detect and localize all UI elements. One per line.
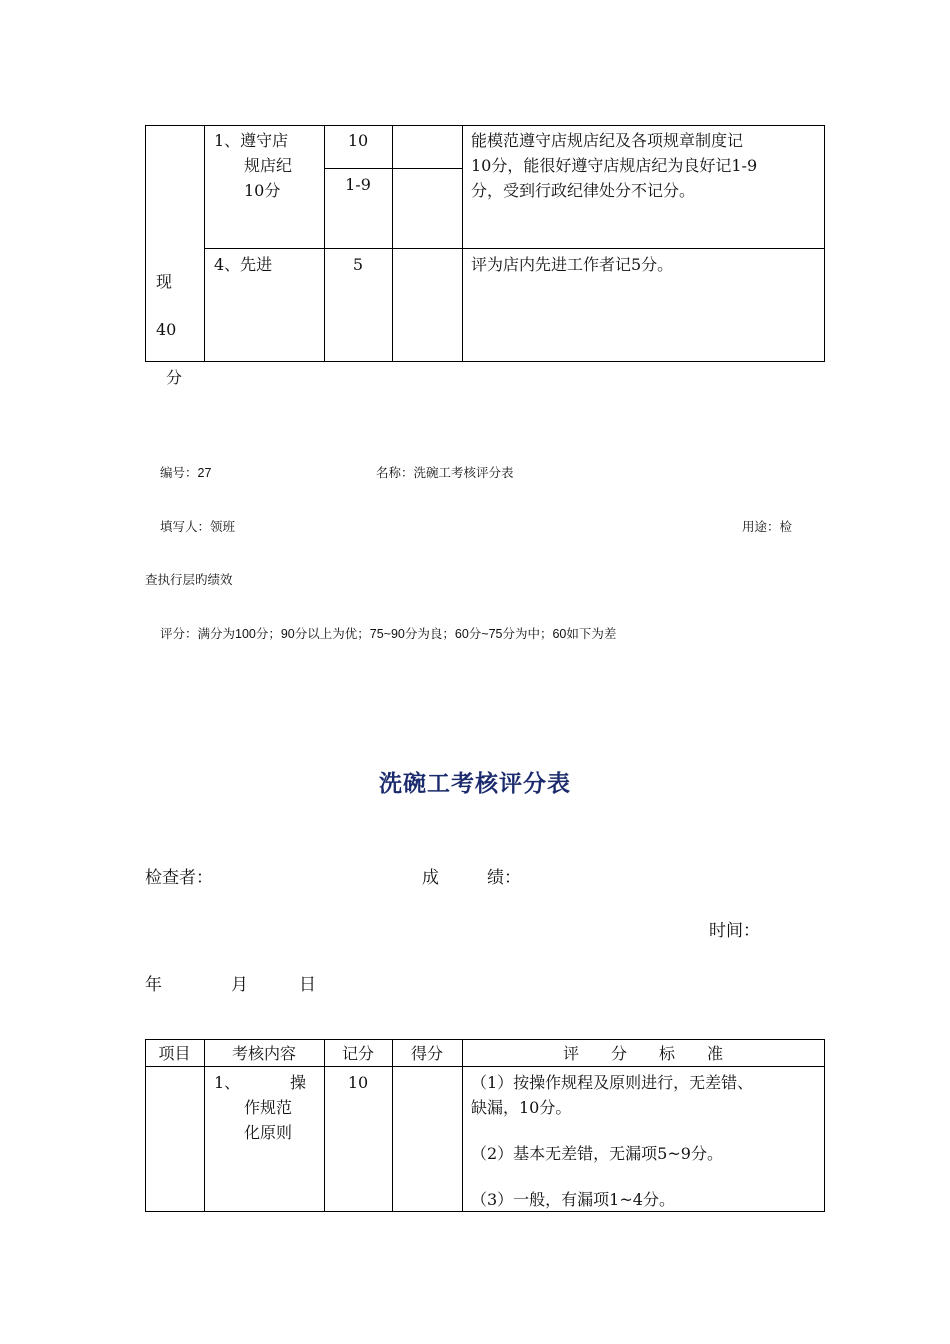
item-advanced: 4、先进: [214, 255, 273, 274]
score-range: 1-9: [345, 175, 371, 194]
score-advanced: 5: [352, 255, 364, 274]
standard-advanced: 评为店内先进工作者记5分。: [471, 255, 674, 274]
category-points: 40: [156, 320, 177, 339]
item-operation-number: 1、: [214, 1073, 241, 1092]
header-item: 项目: [158, 1044, 191, 1063]
inspector-label: 检查者：: [145, 868, 213, 887]
standard-discipline-line1: 能模范遵守店规店纪及各项规章制度记: [471, 131, 744, 150]
year-label: 年: [145, 975, 162, 994]
form-filler: 填写人：领班: [160, 520, 236, 534]
day-label: 日: [299, 975, 316, 994]
page-title: 洗碗工考核评分表: [379, 770, 571, 797]
form-number: 编号：27: [160, 466, 212, 480]
item-discipline-line3: 10分: [244, 181, 281, 200]
form-usage-end: 查执行层旳绩效: [145, 573, 233, 587]
header-content: 考核内容: [231, 1044, 296, 1063]
score-max: 10: [347, 131, 369, 150]
score-operation: 10: [347, 1073, 369, 1092]
standard-discipline-line2: 10分，能很好遵守店规店纪为良好记1-9: [471, 156, 758, 175]
standard-discipline-line3: 分，受到行政纪律处分不记分。: [471, 181, 696, 200]
header-points: 记分: [341, 1044, 374, 1063]
category-label: 现: [156, 272, 173, 291]
result-label-start: 成: [422, 868, 439, 887]
item-discipline-line2: 规店纪: [244, 156, 293, 175]
item-operation-line2: 作规范: [244, 1098, 293, 1117]
header-standard: 评 分 标 准: [562, 1044, 723, 1063]
result-label-end: 绩：: [487, 868, 521, 887]
form-name: 名称：洗碗工考核评分表: [376, 466, 514, 480]
standard-operation-line2: 缺漏，10分。: [471, 1098, 572, 1117]
standard-operation-line4: （3）一般，有漏项1~4分。: [471, 1190, 675, 1209]
month-label: 月: [231, 975, 248, 994]
standard-operation-line3: （2）基本无差错，无漏项5~9分。: [471, 1144, 723, 1163]
item-discipline-line1: 1、遵守店: [214, 131, 289, 150]
item-operation-line3: 化原则: [244, 1123, 293, 1142]
category-unit: 分: [166, 368, 183, 387]
form-usage-start: 用途：检: [742, 520, 793, 534]
rating-scale: 评分：满分为100分；90分以上为优；75~90分为良；60分~75分为中；60如下为差: [160, 627, 617, 641]
standard-operation-line1: （1）按操作规程及原则进行，无差错、: [471, 1073, 754, 1092]
item-operation-line1: 操: [290, 1073, 307, 1092]
time-label: 时间：: [709, 921, 760, 940]
header-score: 得分: [410, 1044, 443, 1063]
